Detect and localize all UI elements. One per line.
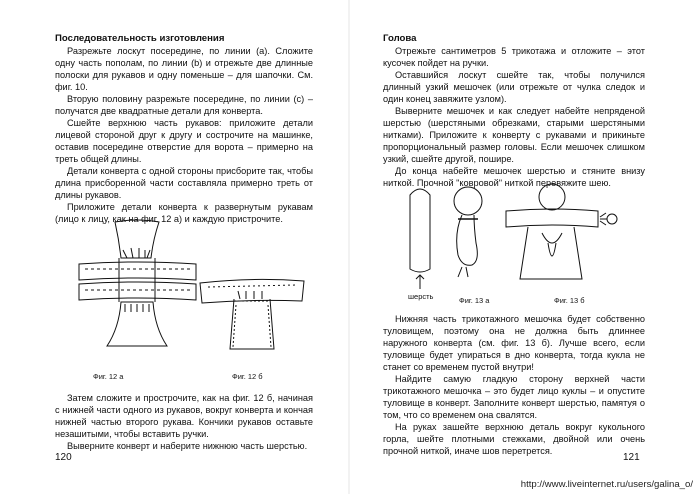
right-page	[350, 0, 699, 494]
paragraph: Найдите самую гладкую сторону верхней части трикотажного мешочка – это будет лицо куклы – и опустите туловище в конверт. Заполните конверт шерстью, памятуя о том, что со временем она свалятся.	[383, 374, 645, 420]
page-number: 121	[623, 452, 640, 463]
figure-caption: Фиг. 13 а	[459, 296, 490, 305]
paragraph: Приложите детали конверта к развернутым рукавам (лицо к лицу, как на фиг. 12 а) и каждую пристрочите.	[55, 202, 313, 224]
section-heading: Голова	[383, 33, 417, 44]
figure-caption: Фиг. 13 б	[554, 296, 585, 305]
figure-12a-illustration	[75, 220, 200, 350]
paragraph: На руках зашейте верхнюю деталь вокруг кукольного горла, шейте плотными стежками, двойной или очень прочной ниткой, иначе шов перетрется.	[383, 422, 645, 456]
paragraph: Отрежьте сантиметров 5 трикотажа и отложите – этот кусочек пойдет на ручки.	[383, 46, 645, 68]
paragraph: Выверните мешочек и как следует набейте непряденой шерстью (шерстяными обрезками, старыми шерстяными нитками). Приложите к конверту с рукавами и прикиньте пропорциональный размер головы. Если мешочек слишком узкий, сшейте другой, пошире.	[383, 106, 645, 164]
paragraph: Вторую половину разрежьте посередине, по линии (c) – получатся две квадратные детали для конверта.	[55, 94, 313, 116]
paragraph: Оставшийся лоскут сшейте так, чтобы получился длинный узкий мешочек (или отрежьте от чулка следок и один конец завяжите узлом).	[383, 70, 645, 104]
body-text-top	[55, 45, 313, 225]
page-number: 120	[55, 452, 72, 463]
paragraph: Детали конверта с одной стороны присборите так, чтобы длина присборенной части составляла примерно треть от длины рукавов.	[55, 166, 313, 200]
body-text-bottom	[55, 392, 313, 452]
paragraph: Сшейте верхнюю часть рукавов: приложите детали лицевой стороной друг к другу и сострочите на машинке, оставив посередине отверстие для ворота – примерно на треть общей длины.	[55, 118, 313, 164]
figure-13-illustration	[402, 183, 622, 291]
figure-caption: Фиг. 12 б	[232, 372, 263, 381]
watermark-url[interactable]: http://www.liveinternet.ru/users/galina_o/	[520, 479, 693, 490]
paragraph: До конца набейте мешочек шерстью и стяните внизу ниткой. Прочной "ковровой" ниткой перевяжите шею.	[383, 166, 645, 188]
figure-12b-illustration	[198, 275, 306, 357]
figure-label-wool: шерсть	[408, 292, 434, 301]
paragraph: Выверните конверт и наберите нижнюю часть шерстью.	[67, 441, 308, 451]
paragraph: Нижняя часть трикотажного мешочка будет собственно туловищем, поэтому она не должна быть длиннее наружного конверта (см. фиг. 13 б). Лучше всего, если туловище будет упираться в дно конверта, тогда кукла не станет со временем пустой внутри!	[383, 314, 645, 372]
body-text-top	[383, 45, 645, 189]
paragraph: Затем сложите и прострочите, как на фиг. 12 б, начиная с нижней части одного из рукавов, вокруг конверта и кончая нижней частью второго рукава. Кончики рукавов оставьте незашитыми, чтобы вставить ручки.	[55, 393, 313, 439]
paragraph: Разрежьте лоскут посередине, по линии (а). Сложите одну часть пополам, по линии (b) и отрежьте две длинные полоски для рукавов и одну поменьше – для шапочки. См. фиг. 10.	[55, 46, 313, 92]
section-heading: Последовательность изготовления	[55, 33, 225, 44]
body-text-bottom	[383, 313, 645, 457]
left-page	[0, 0, 349, 494]
figure-caption: Фиг. 12 а	[93, 372, 124, 381]
